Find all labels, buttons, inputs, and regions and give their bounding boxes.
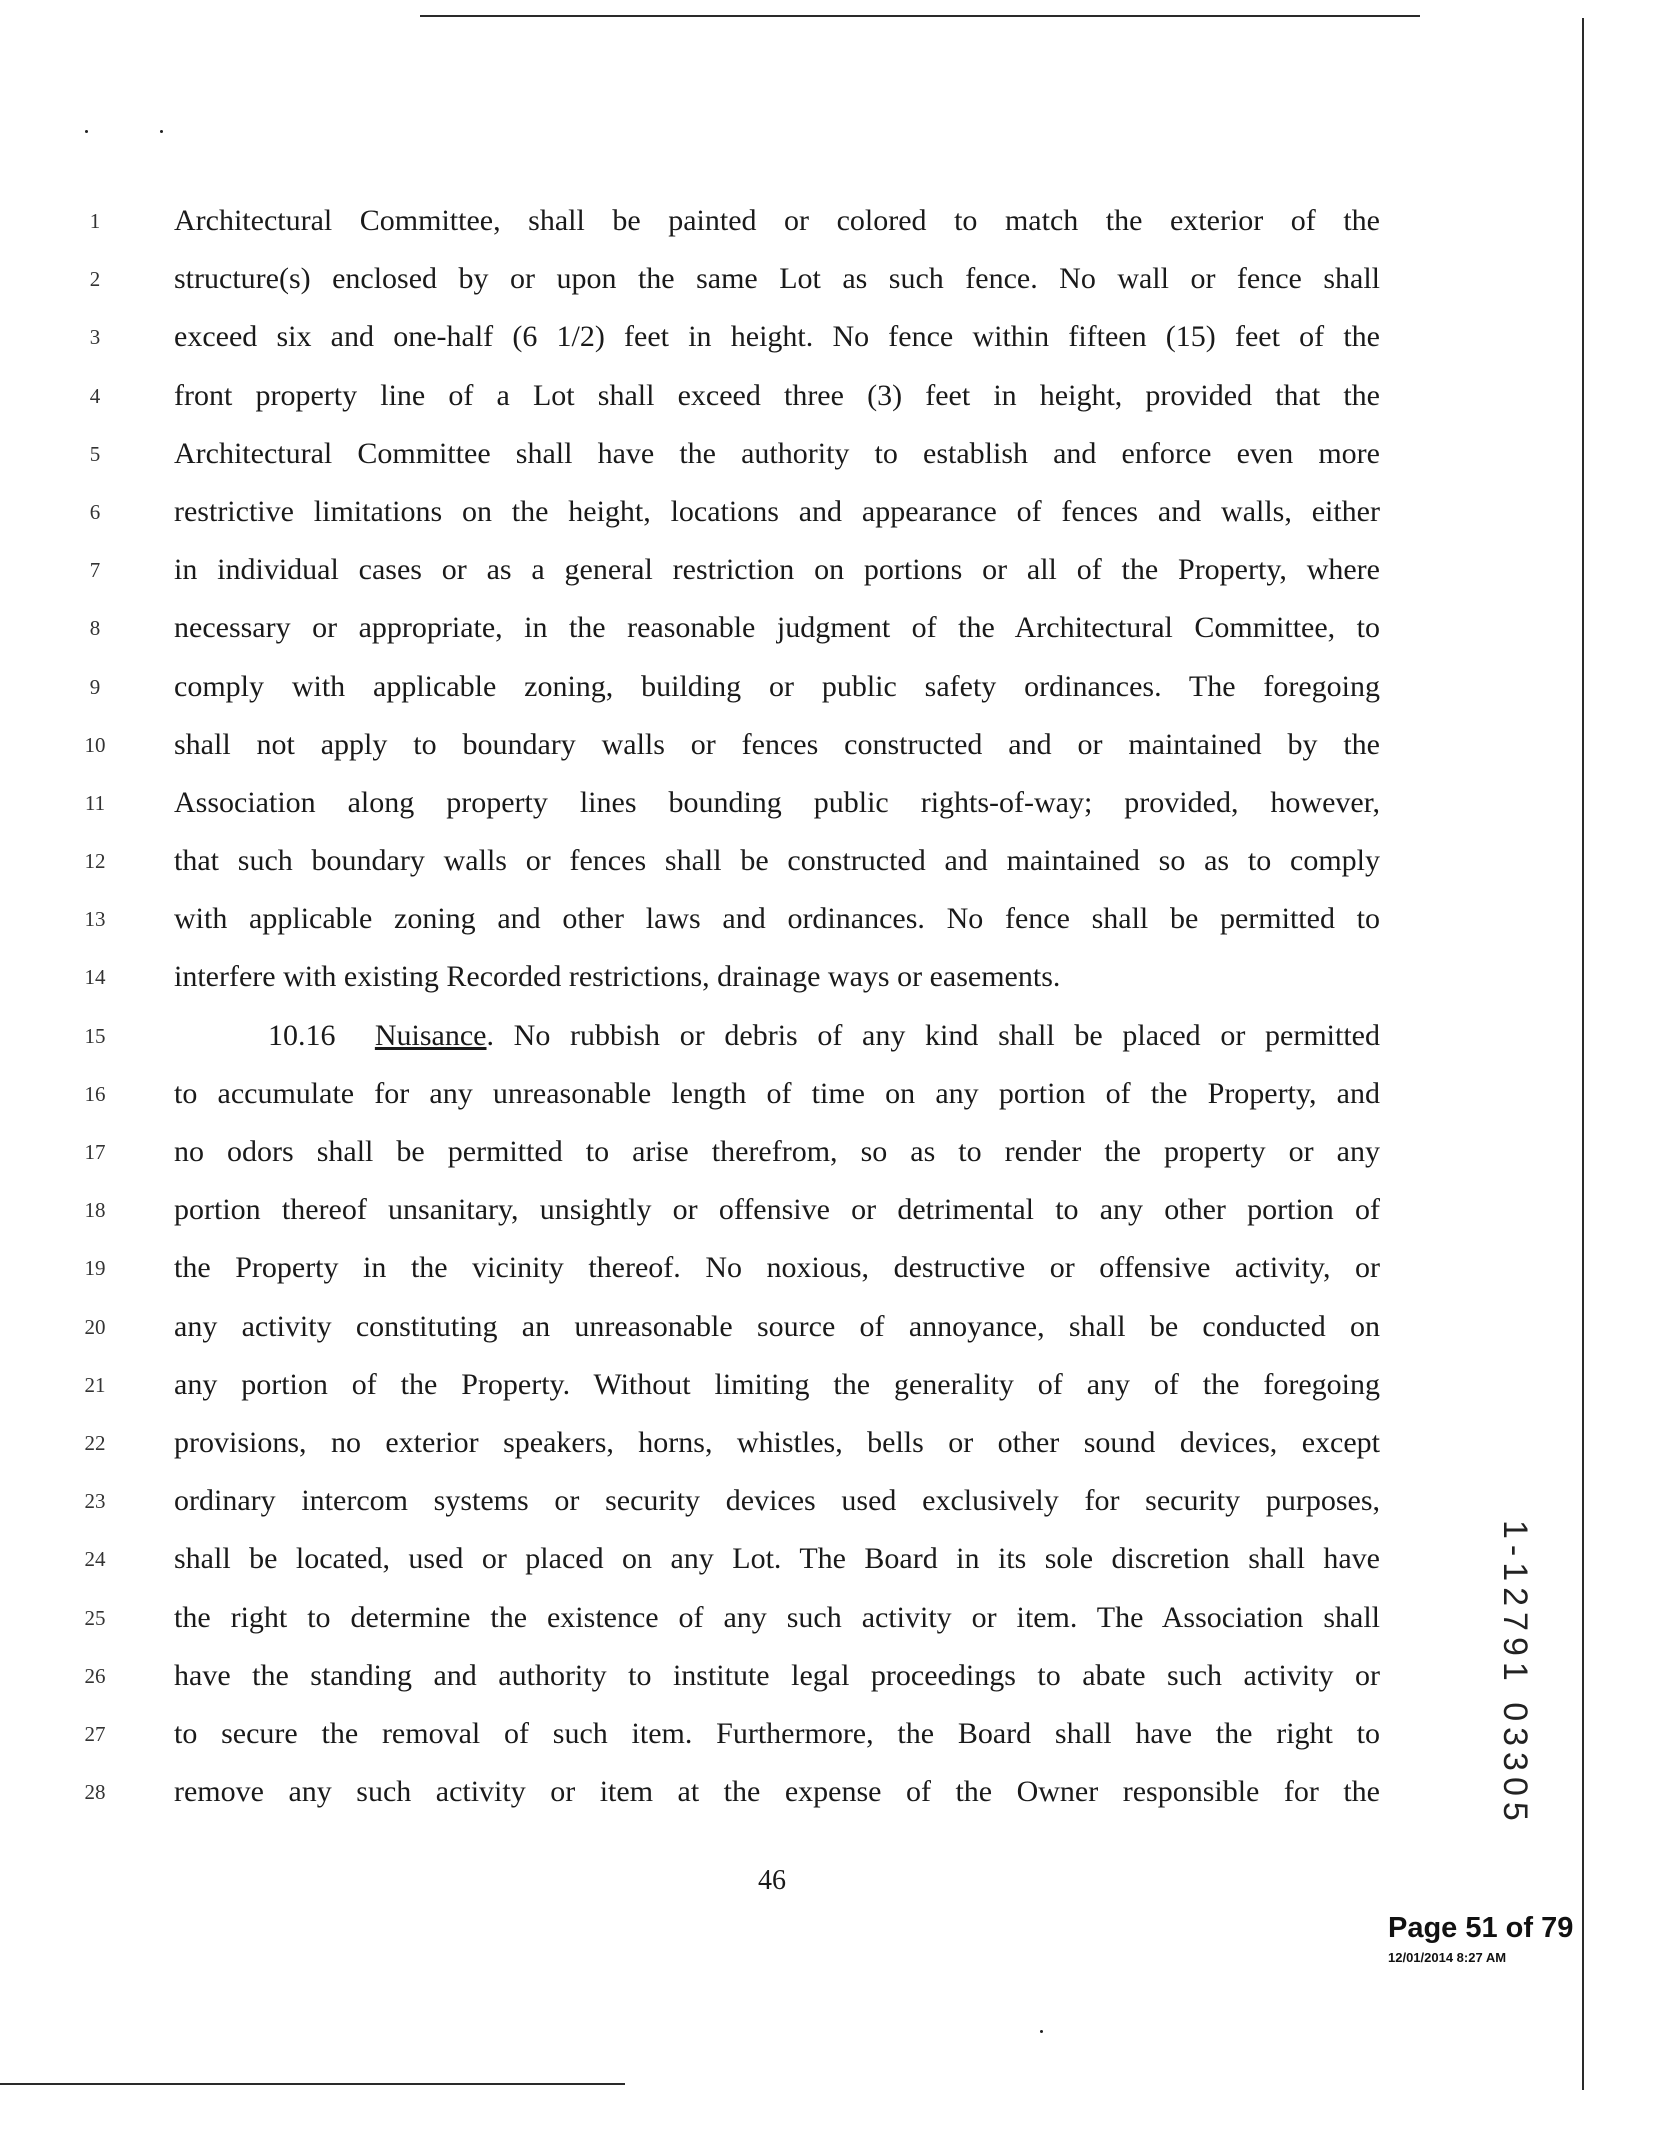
- text-line: front property line of a Lot shall exceed three (3) feet in height, provided that the: [174, 378, 1380, 412]
- scan-speck: [1040, 2030, 1043, 2033]
- right-border-rule: [1582, 18, 1584, 2090]
- text-line: portion thereof unsanitary, unsightly or offensive or detrimental to any other portion of: [174, 1193, 1380, 1227]
- text-line: Architectural Committee shall have the authority to establish and enforce even more: [174, 436, 1380, 470]
- text-line: necessary or appropriate, in the reasonable judgment of the Architectural Committee, to: [174, 611, 1380, 645]
- line-number: 7: [89, 558, 101, 583]
- scan-speck: [160, 130, 163, 133]
- text-line: any portion of the Property. Without limiting the generality of any of the foregoing: [174, 1367, 1380, 1401]
- line-number: 3: [89, 325, 101, 350]
- text-line: no odors shall be permitted to arise therefrom, so as to render the property or any: [174, 1135, 1380, 1168]
- line-number: 8: [89, 616, 101, 641]
- line-number: 4: [89, 383, 101, 408]
- line-number: 22: [84, 1430, 106, 1455]
- text-line: with applicable zoning and other laws and ordinances. No fence shall be permitted to: [174, 902, 1380, 936]
- text-line: any activity constituting an unreasonable source of annoyance, shall be conducted on: [174, 1309, 1380, 1343]
- text-line: have the standing and authority to institute legal proceedings to abate such activity or: [174, 1658, 1380, 1692]
- text-line: the right to determine the existence of any such activity or item. The Association shall: [174, 1600, 1380, 1634]
- page-count-stamp: Page 51 of 79: [1388, 1912, 1574, 1944]
- text-line: that such boundary walls or fences shall be constructed and maintained so as to comply: [174, 844, 1380, 878]
- line-number: 13: [84, 907, 106, 932]
- text-line: remove any such activity or item at the expense of the Owner responsible for the: [174, 1775, 1380, 1809]
- line-number: 17: [84, 1140, 106, 1164]
- line-number: 19: [84, 1256, 106, 1281]
- line-number: 21: [84, 1372, 106, 1397]
- text-line: provisions, no exterior speakers, horns, whistles, bells or other sound devices, except: [174, 1425, 1380, 1459]
- line-number: 16: [84, 1081, 106, 1106]
- text-line: the Property in the vicinity thereof. No noxious, destructive or offensive activity, or: [174, 1251, 1380, 1285]
- document-body: [174, 192, 1380, 1821]
- text-line: ordinary intercom systems or security devices used exclusively for security purposes,: [174, 1484, 1380, 1518]
- text-line: shall not apply to boundary walls or fences constructed and or maintained by the: [174, 727, 1380, 761]
- text-line: shall be located, used or placed on any Lot. The Board in its sole discretion shall have: [174, 1542, 1380, 1576]
- section-number: 10.16: [268, 1018, 336, 1052]
- recording-number: 1-12791 03305: [1496, 1520, 1534, 1827]
- text-line: restrictive limitations on the height, locations and appearance of fences and walls, either: [174, 494, 1380, 528]
- top-border-rule: [420, 15, 1420, 17]
- scan-speck: [85, 130, 88, 133]
- text-line: Architectural Committee, shall be painted or colored to match the exterior of the: [174, 204, 1380, 237]
- line-number: 11: [84, 790, 106, 815]
- line-number: 10: [84, 732, 106, 757]
- line-number-gutter: [70, 192, 120, 1821]
- bottom-border-rule: [0, 2083, 625, 2085]
- line-number: 27: [84, 1721, 106, 1746]
- line-number: 25: [84, 1605, 106, 1630]
- line-number: 12: [84, 849, 106, 874]
- recording-timestamp: 12/01/2014 8:27 AM: [1388, 1950, 1507, 1965]
- text-line: Association along property lines bounding public rights-of-way; provided, however,: [174, 785, 1380, 819]
- line-number: 2: [89, 267, 101, 292]
- line-number: 23: [84, 1489, 106, 1514]
- line-number: 9: [89, 674, 101, 699]
- line-number: 26: [84, 1663, 106, 1688]
- line-number: 20: [84, 1314, 106, 1339]
- line-number: 5: [89, 441, 101, 466]
- line-number: 14: [84, 965, 106, 990]
- text-line: exceed six and one-half (6 1/2) feet in height. No fence within fifteen (15) feet of the: [174, 320, 1380, 354]
- recording-stamp-vertical: [1490, 1520, 1550, 1827]
- line-number: 18: [84, 1198, 106, 1223]
- text-line: structure(s) enclosed by or upon the same Lot as such fence. No wall or fence shall: [174, 262, 1380, 296]
- text-line: comply with applicable zoning, building or public safety ordinances. The foregoing: [174, 669, 1380, 703]
- section-title: Nuisance: [374, 1018, 487, 1052]
- text-line: to secure the removal of such item. Furthermore, the Board shall have the right to: [174, 1716, 1380, 1750]
- page-number: 46: [758, 1865, 786, 1896]
- line-number: 24: [84, 1547, 106, 1572]
- text-line: to accumulate for any unreasonable length of time on any portion of the Property, and: [174, 1076, 1380, 1110]
- line-number: 1: [89, 209, 101, 233]
- section-text: . No rubbish or debris of any kind shall be placed or permitted: [486, 1018, 1381, 1052]
- text-line: interfere with existing Recorded restrictions, drainage ways or easements.: [174, 960, 1061, 994]
- text-line: in individual cases or as a general restriction on portions or all of the Property, where: [174, 553, 1380, 587]
- line-number: 28: [84, 1780, 106, 1805]
- line-number: 6: [89, 499, 101, 524]
- line-number: 15: [84, 1023, 106, 1048]
- section-heading-line: [174, 1007, 1380, 1065]
